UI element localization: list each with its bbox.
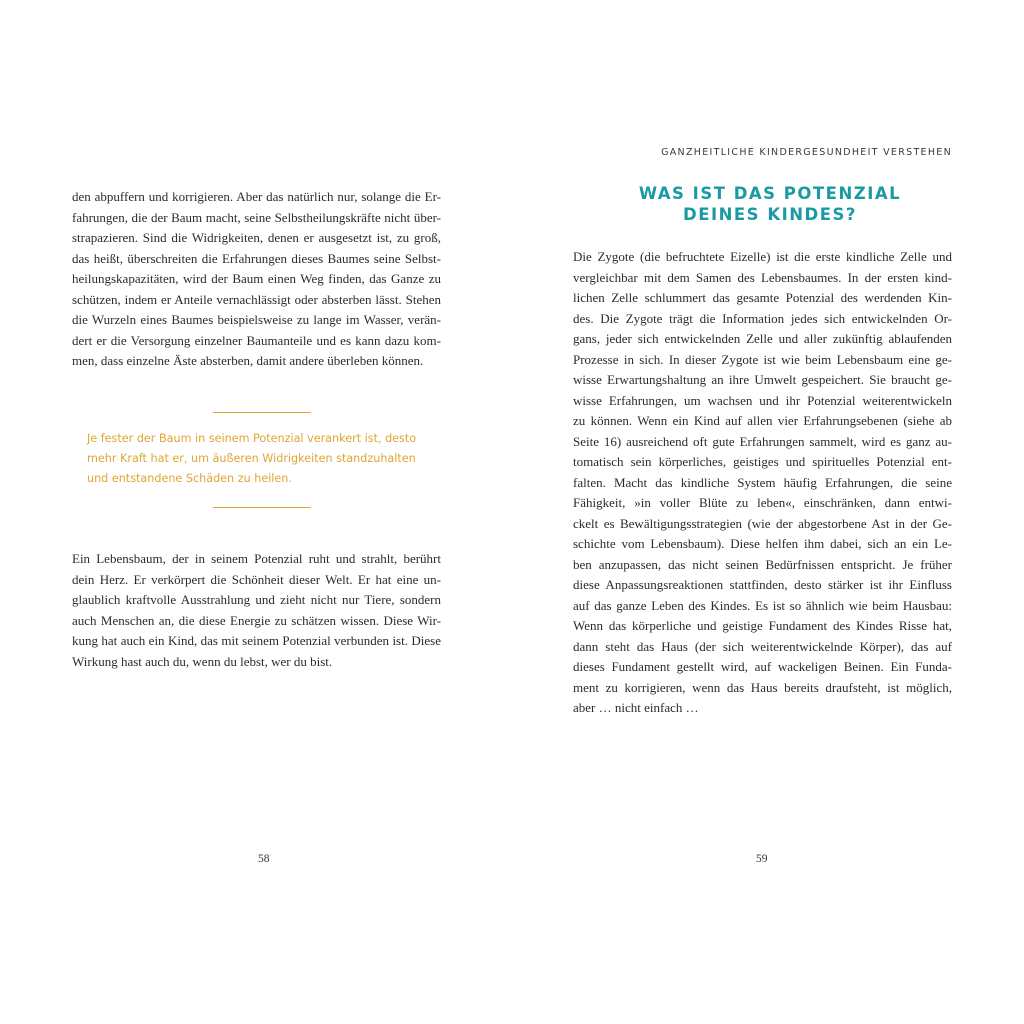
- pull-quote-line: mehr Kraft hat er, um äußeren Widrigkeiten standzuhalten: [87, 452, 416, 465]
- right-paragraph-1-line: gans, jeder sich entwickelnden Zelle und aller zukünftig ablaufenden: [573, 331, 952, 346]
- right-paragraph-1-line: dann steht das Haus (der sich weiterentwickelnde Körper), das auf: [573, 638, 952, 654]
- right-paragraph-1-line: wisse Erwartungshaltung an ihre Umwelt gespeichert. Sie braucht ge-: [573, 372, 952, 387]
- right-paragraph-1-line: des. Die Zygote trägt die Information jedes sich entwickelnden Or-: [573, 310, 952, 326]
- right-paragraph-1-line: wisse Erfahrungen, um wachsen und ihr Potenzial weiterentwickeln: [573, 392, 952, 408]
- right-paragraph-1-line: tomatisch sein körperliches, geistiges und spirituelles Potenzial ent-: [573, 454, 952, 469]
- left-paragraph-1-line: schützen, indem er Anteile vernachlässigt oder absterben lässt. Stehen: [72, 291, 441, 307]
- right-paragraph-1-line: dieses Fundament gestellt wird, auf wackeligen Beinen. Ein Funda-: [573, 659, 952, 674]
- right-paragraph-1-line: aber … nicht einfach …: [573, 700, 699, 715]
- right-paragraph-1-line: schichte vom Lebensbaum). Diese helfen ihm dabei, sich an ein Le-: [573, 536, 952, 551]
- page-number-right: 59: [756, 853, 768, 865]
- right-paragraph-1-line: falten. Macht das kindliche System häufig Erfahrungen, die seine: [573, 474, 952, 490]
- left-paragraph-2-line: Wirkung hast auch du, wenn du lebst, wer du bist.: [72, 653, 333, 669]
- left-paragraph-2-line: Ein Lebensbaum, der in seinem Potenzial ruht und strahlt, berührt: [72, 551, 441, 566]
- left-paragraph-1-line: strapazieren. Sind die Widrigkeiten, denen er ausgesetzt ist, zu groß,: [72, 230, 441, 245]
- left-paragraph-2: [72, 549, 441, 672]
- pull-quote-bottom-rule: [213, 507, 311, 508]
- left-paragraph-1-line: das heißt, überschreiten die Erfahrungen dieses Baumes seine Selbst-: [72, 250, 441, 266]
- left-paragraph-1-line: heilungskapazitäten, wird der Baum einen Weg finden, das Ganze zu: [72, 271, 441, 286]
- right-paragraph-1: [573, 247, 952, 719]
- right-page: [512, 0, 1024, 1024]
- right-paragraph-1-line: lichen Zelle schlummert das gesamte Potenzial des werdenden Kin-: [573, 290, 952, 305]
- left-paragraph-1-line: den abpuffern und korrigieren. Aber das natürlich nur, solange die Er-: [72, 189, 441, 204]
- pull-quote-top-rule: [213, 412, 311, 413]
- right-paragraph-1-line: diese Anpassungsreaktionen stattfinden, desto stärker ist ihr Einfluss: [573, 577, 952, 592]
- right-paragraph-1-line: Seite 16) ausreichend oft gute Erfahrungen sammelt, wird es ganz au-: [573, 433, 952, 449]
- left-paragraph-2-line: kung hat auch ein Kind, das mit seinem Potenzial verbunden ist. Diese: [72, 633, 441, 648]
- right-paragraph-1-line: auf das ganze Leben des Kindes. Es ist so ähnlich wie beim Hausbau:: [573, 597, 952, 613]
- left-paragraph-2-line: glaublich kraftvolle Ausstrahlung und zieht nicht nur Tiere, sondern: [72, 592, 441, 607]
- running-head: GANZHEITLICHE KINDERGESUNDHEIT VERSTEHEN: [661, 147, 952, 158]
- pull-quote-line: Je fester der Baum in seinem Potenzial verankert ist, desto: [87, 432, 417, 445]
- right-paragraph-1-line: ment zu korrigieren, wenn das Haus bereits draufsteht, ist möglich,: [573, 679, 952, 695]
- right-paragraph-1-line: Prozesse in sich. In dieser Zygote ist wie beim Lebensbaum eine ge-: [573, 351, 952, 367]
- right-paragraph-1-line: Fähigkeit, »in voller Blüte zu leben«, einschränken, dann entwi-: [573, 495, 952, 510]
- right-paragraph-1-line: ben anzupassen, das nicht seinen Bedürfnissen entspricht. Je früher: [573, 556, 952, 572]
- pull-quote-line: und entstandene Schäden zu heilen.: [87, 472, 292, 485]
- right-paragraph-1-line: zu können. Wenn ein Kind auf allen vier Erfahrungsebenen (siehe ab: [573, 413, 952, 428]
- pull-quote: [87, 429, 447, 489]
- right-paragraph-1-line: Wenn das körperliche und geistige Fundament des Kindes Risse hat,: [573, 618, 952, 633]
- right-paragraph-1-line: ckelt es Bewältigungsstrategien (wie der abgestorbene Ast in der Ge-: [573, 515, 952, 531]
- left-paragraph-2-line: auch Menschen an, die diese Energie zu schätzen wissen. Diese Wir-: [72, 612, 441, 628]
- chapter-title-line: DEINES KINDES?: [683, 205, 857, 224]
- chapter-title-line: WAS IST DAS POTENZIAL: [638, 184, 902, 203]
- left-paragraph-1: [72, 187, 441, 372]
- left-paragraph-2-line: dein Herz. Er verkörpert die Schönheit dieser Welt. Er hat eine un-: [72, 571, 441, 587]
- right-paragraph-1-line: Die Zygote (die befruchtete Eizelle) ist die erste kindliche Zelle und: [573, 249, 952, 264]
- left-paragraph-1-line: die Wurzeln eines Baumes beispielsweise zu lange im Wasser, verän-: [72, 312, 441, 327]
- right-paragraph-1-line: vergleichbar mit dem Samen des Lebensbaumes. In der ersten kind-: [573, 269, 952, 285]
- left-paragraph-1-line: fahrungen, die der Baum macht, seine Selbstheilungskräfte nicht über-: [72, 209, 441, 225]
- left-paragraph-1-line: dert er die Versorgung einzelner Baumanteile und es kann dazu kom-: [72, 332, 441, 348]
- chapter-title: [514, 183, 1024, 225]
- left-paragraph-1-line: men, dass einzelne Äste absterben, damit andere überleben können.: [72, 353, 424, 368]
- page-number-left: 58: [258, 853, 270, 865]
